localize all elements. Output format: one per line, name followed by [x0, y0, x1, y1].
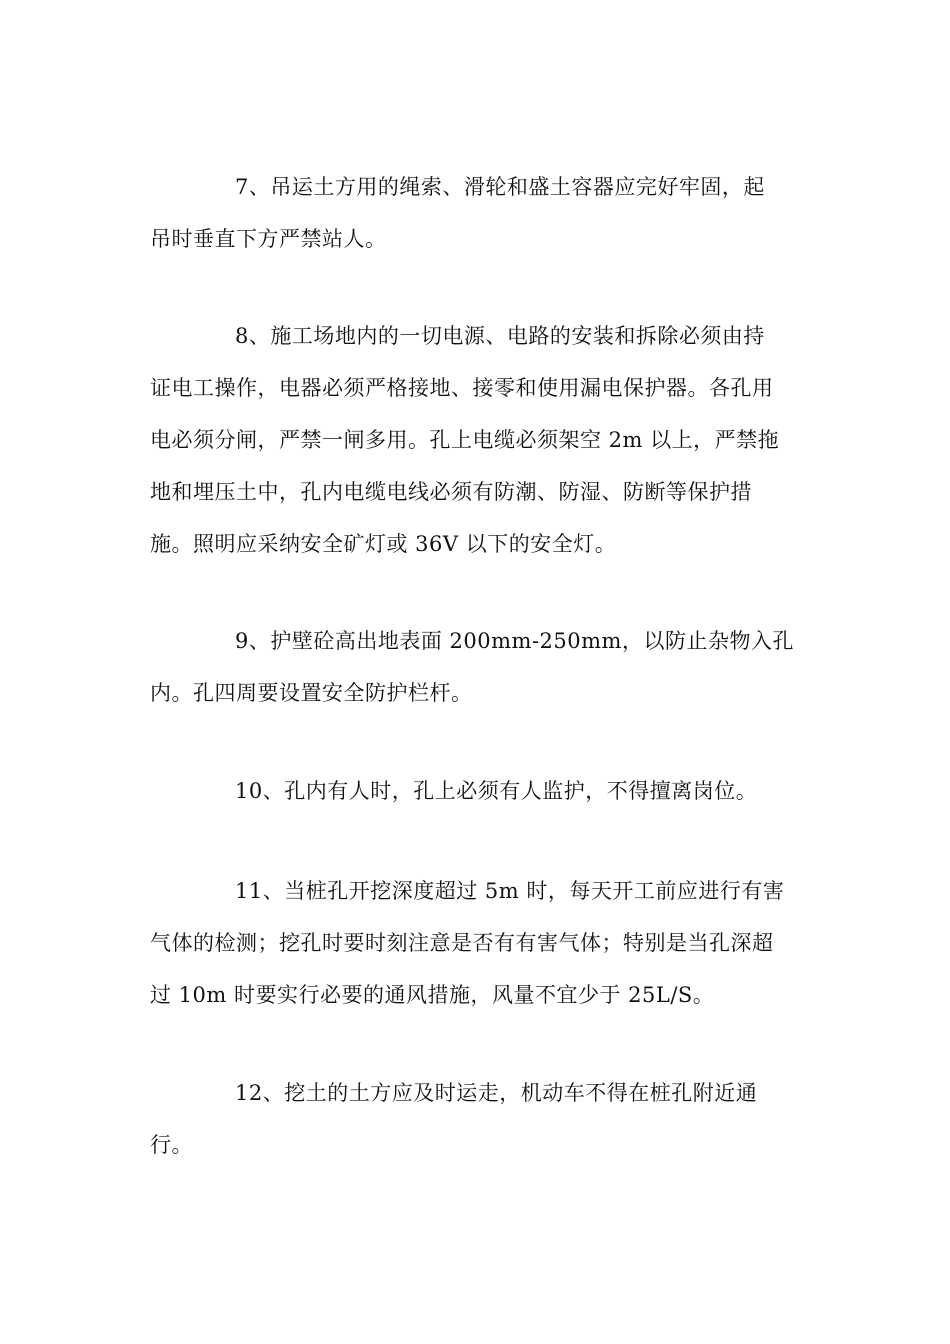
paragraph-line: 12、挖土的土方应及时运走，机动车不得在桩孔附近通 — [235, 1081, 758, 1105]
paragraph-line: 内。孔四周要设置安全防护栏杆。 — [150, 681, 473, 705]
paragraph-line: 施。照明应采纳安全矿灯或 36V 以下的安全灯。 — [150, 532, 617, 556]
paragraph-line: 过 10m 时要实行必要的通风措施，风量不宜少于 25L/S。 — [150, 983, 715, 1007]
paragraph-line: 10、孔内有人时，孔上必须有人监护，不得擅离岗位。 — [235, 779, 758, 803]
paragraph-line: 行。 — [150, 1133, 193, 1157]
paragraph-line: 11、当桩孔开挖深度超过 5m 时，每天开工前应进行有害 — [235, 879, 785, 903]
paragraph-line: 7、吊运土方用的绳索、滑轮和盛土容器应完好牢固，起 — [235, 175, 765, 199]
paragraph-line: 8、施工场地内的一切电源、电路的安装和拆除必须由持 — [235, 324, 765, 348]
paragraph-line: 9、护壁砼高出地表面 200mm-250mm，以防止杂物入孔 — [235, 629, 794, 653]
paragraph-line: 地和埋压土中，孔内电缆电线必须有防潮、防湿、防断等保护措 — [150, 480, 752, 504]
paragraph-line: 吊时垂直下方严禁站人。 — [150, 227, 387, 251]
paragraph-line: 气体的检测；挖孔时要时刻注意是否有有害气体；特别是当孔深超 — [150, 931, 774, 955]
paragraph-line: 电必须分闸，严禁一闸多用。孔上电缆必须架空 2m 以上，严禁拖 — [150, 428, 780, 452]
paragraph-line: 证电工操作，电器必须严格接地、接零和使用漏电保护器。各孔用 — [150, 376, 774, 400]
